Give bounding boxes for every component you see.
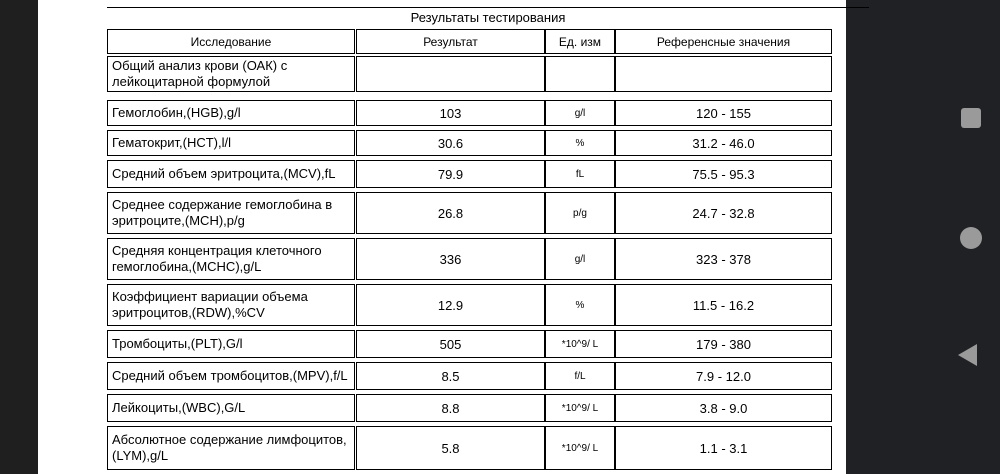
table-cell-result: 8.8	[356, 394, 545, 422]
table-cell-unit: g/l	[545, 238, 615, 280]
table-cell-name: Среднее содержание гемоглобина в эритроците,(MCH),p/g	[107, 192, 355, 234]
table-cell-name: Средняя концентрация клеточного гемоглобина,(MCHC),g/L	[107, 238, 355, 280]
table-cell-result: 5.8	[356, 426, 545, 470]
table-cell-unit: *10^9/ L	[545, 394, 615, 422]
table-cell-name: Коэффициент вариации объема эритроцитов,(RDW),%CV	[107, 284, 355, 326]
table-cell-unit: p/g	[545, 192, 615, 234]
table-cell-result: 79.9	[356, 160, 545, 188]
table-cell-name: Абсолютное содержание лимфоцитов, (LYM),g/L	[107, 426, 355, 470]
table-cell-unit: %	[545, 284, 615, 326]
table-cell-unit: f/L	[545, 362, 615, 390]
table-cell-result: 30.6	[356, 130, 545, 156]
header-study: Исследование	[107, 29, 355, 54]
circle-icon[interactable]	[960, 227, 982, 249]
table-cell-unit: fL	[545, 160, 615, 188]
table-cell-result: 103	[356, 100, 545, 126]
table-cell-reference: 75.5 - 95.3	[615, 160, 832, 188]
table-cell-reference: 7.9 - 12.0	[615, 362, 832, 390]
table-cell-name: Тромбоциты,(PLT),G/l	[107, 330, 355, 358]
table-cell-result	[356, 56, 545, 92]
table-cell-name: Гематокрит,(HCT),l/l	[107, 130, 355, 156]
header-unit: Ед. изм	[545, 29, 615, 54]
table-cell-unit: *10^9/ L	[545, 426, 615, 470]
table-cell-unit: %	[545, 130, 615, 156]
table-cell-reference: 31.2 - 46.0	[615, 130, 832, 156]
table-cell-reference: 24.7 - 32.8	[615, 192, 832, 234]
table-caption: Результаты тестирования	[410, 10, 566, 25]
table-cell-name: Средний объем эритроцита,(MCV),fL	[107, 160, 355, 188]
table-cell-reference: 3.8 - 9.0	[615, 394, 832, 422]
table-cell-unit: g/l	[545, 100, 615, 126]
header-reference: Референсные значения	[615, 29, 832, 54]
table-cell-name: Гемоглобин,(HGB),g/l	[107, 100, 355, 126]
top-rule	[107, 7, 869, 8]
table-cell-result: 336	[356, 238, 545, 280]
table-cell-unit: *10^9/ L	[545, 330, 615, 358]
square-icon[interactable]	[961, 108, 981, 128]
header-result: Результат	[356, 29, 545, 54]
left-dark-margin	[0, 0, 38, 474]
table-cell-reference: 120 - 155	[615, 100, 832, 126]
table-cell-reference: 323 - 378	[615, 238, 832, 280]
table-cell-result: 8.5	[356, 362, 545, 390]
table-cell-result: 12.9	[356, 284, 545, 326]
table-cell-unit	[545, 56, 615, 92]
table-cell-reference	[615, 56, 832, 92]
table-cell-name: Лейкоциты,(WBC),G/L	[107, 394, 355, 422]
table-cell-name: Средний объем тромбоцитов,(MPV),f/L	[107, 362, 355, 390]
table-cell-reference: 1.1 - 3.1	[615, 426, 832, 470]
triangle-back-icon[interactable]	[958, 344, 977, 366]
table-cell-result: 505	[356, 330, 545, 358]
table-cell-reference: 179 - 380	[615, 330, 832, 358]
table-cell-result: 26.8	[356, 192, 545, 234]
table-cell-name: Общий анализ крови (ОАК) с лейкоцитарной формулой	[107, 56, 355, 92]
table-cell-reference: 11.5 - 16.2	[615, 284, 832, 326]
